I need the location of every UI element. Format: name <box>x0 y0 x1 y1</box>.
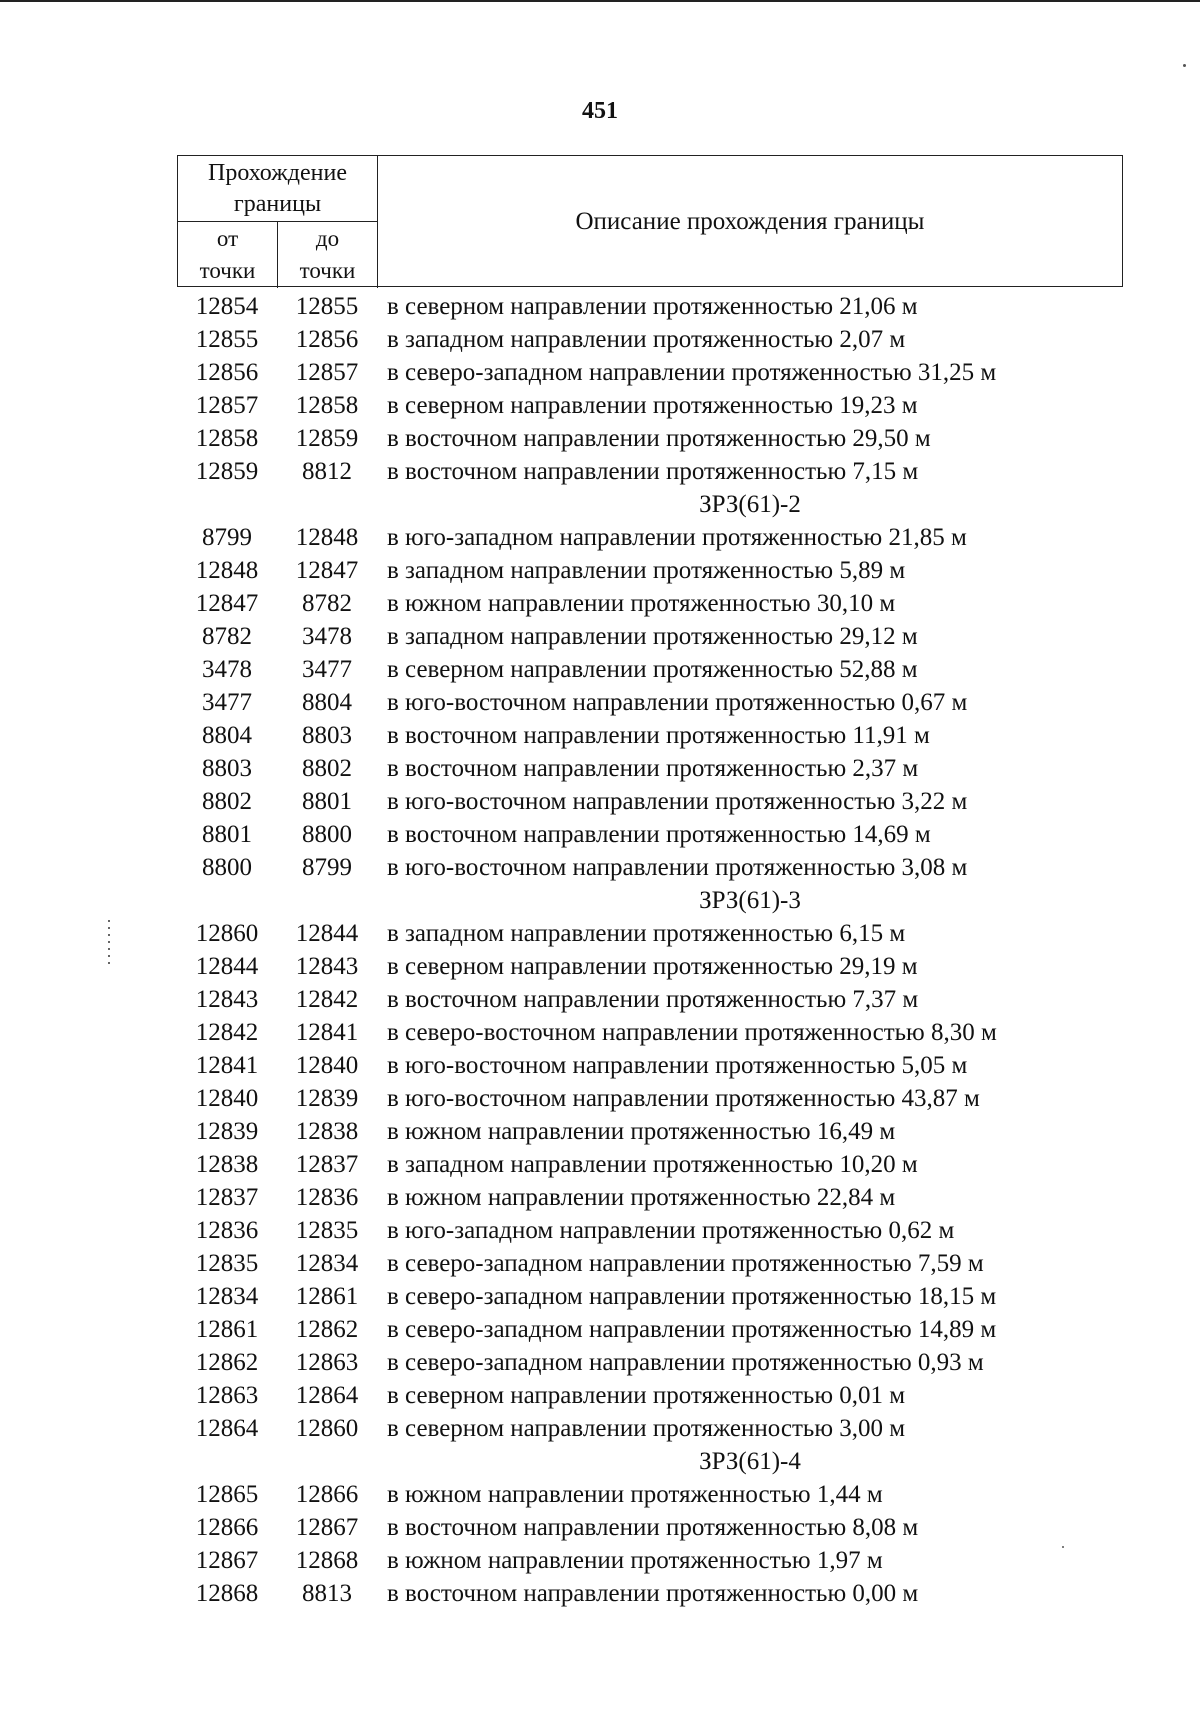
description-cell: в восточном направлении протяженностью 29,50 м <box>387 425 931 452</box>
description-cell: в северо-западном направлении протяженностью 14,89 м <box>387 1316 997 1343</box>
header-from-line1: от <box>216 226 239 251</box>
to-point-cell: 8813 <box>302 1580 352 1607</box>
from-point-cell: 12868 <box>195 1580 259 1607</box>
from-point-cell: 12862 <box>195 1349 259 1376</box>
to-point-cell: 12840 <box>295 1052 359 1079</box>
description-cell: в северном направлении протяженностью 52,88 м <box>387 656 918 683</box>
table-row <box>177 1544 1123 1577</box>
from-point-cell: 12856 <box>195 359 259 386</box>
description-cell: в северном направлении протяженностью 21,06 м <box>387 293 918 320</box>
from-point-cell: 12865 <box>195 1481 259 1508</box>
to-point-cell: 8782 <box>302 590 352 617</box>
table-row <box>177 1181 1123 1214</box>
description-cell: в юго-восточном направлении протяженностью 0,67 м <box>387 689 968 716</box>
table-row <box>177 455 1123 488</box>
from-point-cell: 8802 <box>202 788 252 815</box>
description-cell: в северном направлении протяженностью 0,01 м <box>387 1382 906 1409</box>
from-point-cell: 12867 <box>195 1547 259 1574</box>
description-cell: в северном направлении протяженностью 29,19 м <box>387 953 918 980</box>
table-row <box>177 1379 1123 1412</box>
description-cell: в северо-западном направлении протяженностью 0,93 м <box>387 1349 984 1376</box>
table-row <box>177 752 1123 785</box>
description-cell: в северном направлении протяженностью 3,00 м <box>387 1415 906 1442</box>
table-row <box>177 323 1123 356</box>
table-row <box>177 521 1123 554</box>
from-point-cell: 12836 <box>195 1217 259 1244</box>
to-point-cell: 12866 <box>295 1481 359 1508</box>
zone-heading: ЗРЗ(61)-3 <box>699 887 801 914</box>
to-point-cell: 12839 <box>295 1085 359 1112</box>
table-row <box>177 389 1123 422</box>
header-to-line1: до <box>315 226 340 251</box>
header-group-line2: границы <box>233 191 322 217</box>
description-cell: в северо-западном направлении протяженностью 31,25 м <box>387 359 997 386</box>
table-row <box>177 1280 1123 1313</box>
table-row <box>177 1247 1123 1280</box>
scan-edge <box>0 0 1200 2</box>
table-row <box>177 1478 1123 1511</box>
to-point-cell: 12835 <box>295 1217 359 1244</box>
from-point-cell: 8799 <box>202 524 252 551</box>
table-body <box>177 290 1123 1610</box>
to-point-cell: 8812 <box>302 458 352 485</box>
to-point-cell: 12855 <box>295 293 359 320</box>
table-row <box>177 653 1123 686</box>
table-header <box>177 155 1123 287</box>
from-point-cell: 12859 <box>195 458 259 485</box>
description-cell: в юго-восточном направлении протяженностью 5,05 м <box>387 1052 968 1079</box>
to-point-cell: 12834 <box>295 1250 359 1277</box>
from-point-cell: 12840 <box>195 1085 259 1112</box>
from-point-cell: 8800 <box>202 854 252 881</box>
to-point-cell: 12857 <box>295 359 359 386</box>
table-row <box>177 1577 1123 1610</box>
description-cell: в южном направлении протяженностью 30,10 м <box>387 590 896 617</box>
description-cell: в юго-западном направлении протяженностью 0,62 м <box>387 1217 955 1244</box>
description-cell: в северо-западном направлении протяженностью 18,15 м <box>387 1283 997 1310</box>
table-row <box>177 1346 1123 1379</box>
to-point-cell: 3477 <box>302 656 352 683</box>
from-point-cell: 8804 <box>202 722 252 749</box>
table-row <box>177 1115 1123 1148</box>
description-cell: в юго-восточном направлении протяженностью 3,22 м <box>387 788 968 815</box>
from-point-cell: 12864 <box>195 1415 259 1442</box>
description-cell: в северном направлении протяженностью 19,23 м <box>387 392 918 419</box>
from-point-cell: 12843 <box>195 986 259 1013</box>
to-point-cell: 12863 <box>295 1349 359 1376</box>
description-cell: в юго-западном направлении протяженностью 21,85 м <box>387 524 967 551</box>
header-from-line2: точки <box>199 258 256 283</box>
to-point-cell: 8799 <box>302 854 352 881</box>
to-point-cell: 12864 <box>295 1382 359 1409</box>
from-point-cell: 8782 <box>202 623 252 650</box>
table-row <box>177 587 1123 620</box>
description-cell: в юго-восточном направлении протяженностью 3,08 м <box>387 854 968 881</box>
description-cell: в восточном направлении протяженностью 7,15 м <box>387 458 919 485</box>
header-description: Описание прохождения границы <box>575 208 925 235</box>
table-row <box>177 356 1123 389</box>
table-row <box>177 1082 1123 1115</box>
from-point-cell: 12835 <box>195 1250 259 1277</box>
from-point-cell: 12834 <box>195 1283 259 1310</box>
to-point-cell: 12867 <box>295 1514 359 1541</box>
to-point-cell: 8803 <box>302 722 352 749</box>
table-row <box>177 719 1123 752</box>
to-point-cell: 12844 <box>295 920 359 947</box>
table-row <box>177 1148 1123 1181</box>
description-cell: в юго-восточном направлении протяженностью 43,87 м <box>387 1085 980 1112</box>
header-to-point <box>278 222 378 288</box>
from-point-cell: 12847 <box>195 590 259 617</box>
to-point-cell: 12861 <box>295 1283 359 1310</box>
table-row <box>177 1511 1123 1544</box>
to-point-cell: 8800 <box>302 821 352 848</box>
page-number: 451 <box>582 98 618 124</box>
to-point-cell: 12858 <box>295 392 359 419</box>
to-point-cell: 12847 <box>295 557 359 584</box>
description-cell: в восточном направлении протяженностью 0,00 м <box>387 1580 919 1607</box>
to-point-cell: 12859 <box>295 425 359 452</box>
table-row <box>177 620 1123 653</box>
from-point-cell: 12842 <box>195 1019 259 1046</box>
description-cell: в западном направлении протяженностью 29,12 м <box>387 623 918 650</box>
from-point-cell: 12863 <box>195 1382 259 1409</box>
description-cell: в южном направлении протяженностью 22,84 м <box>387 1184 896 1211</box>
to-point-cell: 12848 <box>295 524 359 551</box>
table-row <box>177 818 1123 851</box>
table-row <box>177 950 1123 983</box>
from-point-cell: 12860 <box>195 920 259 947</box>
to-point-cell: 8801 <box>302 788 352 815</box>
to-point-cell: 12837 <box>295 1151 359 1178</box>
description-cell: в западном направлении протяженностью 5,89 м <box>387 557 906 584</box>
description-cell: в северо-западном направлении протяженностью 7,59 м <box>387 1250 984 1277</box>
from-point-cell: 8803 <box>202 755 252 782</box>
table-row <box>177 686 1123 719</box>
to-point-cell: 3478 <box>302 623 352 650</box>
header-boundary-passage <box>178 156 378 222</box>
from-point-cell: 3477 <box>202 689 252 716</box>
table-row <box>177 290 1123 323</box>
from-point-cell: 12855 <box>195 326 259 353</box>
to-point-cell: 12841 <box>295 1019 359 1046</box>
to-point-cell: 12838 <box>295 1118 359 1145</box>
scan-dots <box>108 920 110 968</box>
from-point-cell: 12841 <box>195 1052 259 1079</box>
description-cell: в южном направлении протяженностью 1,97 м <box>387 1547 883 1574</box>
table-row <box>177 554 1123 587</box>
description-cell: в восточном направлении протяженностью 11,91 м <box>387 722 930 749</box>
to-point-cell: 12836 <box>295 1184 359 1211</box>
from-point-cell: 12854 <box>195 293 259 320</box>
scan-speck <box>1183 64 1186 67</box>
description-cell: в восточном направлении протяженностью 2,37 м <box>387 755 919 782</box>
from-point-cell: 12866 <box>195 1514 259 1541</box>
from-point-cell: 12857 <box>195 392 259 419</box>
to-point-cell: 12860 <box>295 1415 359 1442</box>
table-row <box>177 1049 1123 1082</box>
to-point-cell: 12856 <box>295 326 359 353</box>
table-row <box>177 785 1123 818</box>
to-point-cell: 12843 <box>295 953 359 980</box>
table-row <box>177 422 1123 455</box>
header-group-line1: Прохождение <box>207 160 347 186</box>
from-point-cell: 12858 <box>195 425 259 452</box>
header-from-point <box>178 222 278 288</box>
from-point-cell: 12837 <box>195 1184 259 1211</box>
to-point-cell: 8804 <box>302 689 352 716</box>
description-cell: в северо-восточном направлении протяженностью 8,30 м <box>387 1019 997 1046</box>
description-cell: в восточном направлении протяженностью 7,37 м <box>387 986 919 1013</box>
from-point-cell: 12844 <box>195 953 259 980</box>
from-point-cell: 12838 <box>195 1151 259 1178</box>
zone-heading: ЗРЗ(61)-2 <box>699 491 801 518</box>
table-row <box>177 1214 1123 1247</box>
to-point-cell: 8802 <box>302 755 352 782</box>
description-cell: в восточном направлении протяженностью 14,69 м <box>387 821 931 848</box>
to-point-cell: 12842 <box>295 986 359 1013</box>
table-row <box>177 1412 1123 1445</box>
from-point-cell: 3478 <box>202 656 252 683</box>
table-row <box>177 983 1123 1016</box>
to-point-cell: 12868 <box>295 1547 359 1574</box>
zone-heading: ЗРЗ(61)-4 <box>699 1448 801 1475</box>
from-point-cell: 8801 <box>202 821 252 848</box>
table-row <box>177 917 1123 950</box>
description-cell: в южном направлении протяженностью 1,44 м <box>387 1481 883 1508</box>
description-cell: в западном направлении протяженностью 6,15 м <box>387 920 906 947</box>
header-to-line2: точки <box>299 258 356 283</box>
from-point-cell: 12839 <box>195 1118 259 1145</box>
from-point-cell: 12861 <box>195 1316 259 1343</box>
to-point-cell: 12862 <box>295 1316 359 1343</box>
description-cell: в западном направлении протяженностью 10,20 м <box>387 1151 918 1178</box>
description-cell: в южном направлении протяженностью 16,49 м <box>387 1118 896 1145</box>
description-cell: в восточном направлении протяженностью 8,08 м <box>387 1514 919 1541</box>
from-point-cell: 12848 <box>195 557 259 584</box>
table-row <box>177 1313 1123 1346</box>
table-row <box>177 851 1123 884</box>
description-cell: в западном направлении протяженностью 2,07 м <box>387 326 906 353</box>
table-row <box>177 1016 1123 1049</box>
